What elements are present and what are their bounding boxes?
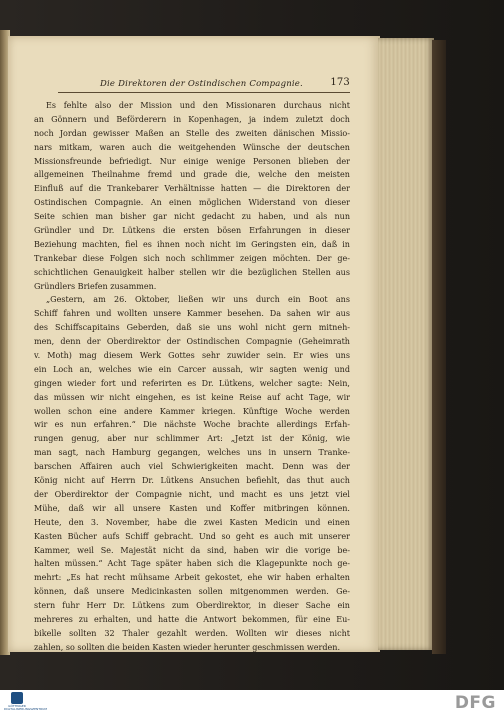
text-line: „Gestern, am 26. Oktober, ließen wir uns durch ein Boot ans — [46, 295, 350, 305]
text-line: Gründler und Dr. Lütkens die ersten bösen Erfahrungen in dieser — [34, 226, 350, 236]
book-cover-edge — [432, 40, 446, 654]
page-stack-edges — [378, 38, 434, 650]
text-line: Es fehlte also der Mission und den Missionaren durchaus nicht — [46, 101, 350, 110]
text-line: des Schiffscapitains Geberden, daß sie uns wohl nicht gern mitneh- — [34, 323, 350, 333]
text-line: men, denn der Oberdirektor der Ostindischen Compagnie (Geheimrath — [34, 337, 350, 347]
text-line: v. Moth) mag diesem Werk Gottes sehr zuwider sein. Er wies uns — [34, 351, 350, 361]
text-line: mehrt: „Es hat recht mühsame Arbeit gekostet, ehe wir haben erhalten — [34, 573, 350, 583]
text-line: zahlen, so sollten die beiden Kasten wieder herunter geschmissen werden. — [34, 642, 341, 652]
text-line: können, daß unsere Medicinkasten sollen mitgenommen werden. Ge- — [34, 587, 350, 597]
text-line: Ostindischen Compagnie. An einen möglichen Widerstand von dieser — [34, 198, 350, 208]
text-line: halten müssen.“ Acht Tage später haben sich die Klagepunkte noch ge- — [34, 559, 350, 569]
text-line: mehreres zu erhalten, und hatte die Antwort bekommen, für eine Eu- — [34, 614, 350, 624]
text-line: Schiff fahren und wollten unsere Kammer besehen. Da sahen wir aus — [34, 309, 350, 319]
text-line: Trankebar diese Folgen sich noch schlimmer zeigen möchten. Der ge- — [34, 253, 350, 263]
text-line: Seite schien man bisher gar nicht gedacht zu haben, und als nun — [34, 212, 350, 222]
text-line: allgemeinen Theilnahme fremd und grade die, welche den meisten — [34, 170, 350, 180]
text-line: Beziehung machten, fiel es ihnen noch nicht im Geringsten ein, daß in — [34, 239, 350, 249]
text-line: wollen schon eine andere Kammer kriegen. Künftige Woche werden — [34, 406, 350, 416]
footer-bar — [0, 690, 504, 716]
gdz-logo — [4, 692, 47, 714]
text-line: Mühe, daß wir all unsere Kasten und Koffer mitbringen können. — [34, 503, 350, 513]
text-line: barschen Affairen auch viel Schwierigkeiten macht. Denn was der — [34, 462, 350, 472]
text-line: König nicht auf Herrn Dr. Lütkens Ansuchen befiehlt, das thut auch — [34, 476, 350, 486]
text-line: Kasten Bücher aufs Schiff gebracht. Und so geht es auch mit unserer — [34, 531, 350, 541]
text-line: ein Loch an, welches wie ein Carcer aussah, wir sagten wenig und — [34, 364, 350, 374]
text-line: schichtlichen Genauigkeit halber stellen wir die bezüglichen Stellen aus — [34, 267, 350, 277]
body-text — [34, 99, 350, 655]
text-line: der Oberdirektor der Compagnie nicht, und macht es uns jetzt viel — [34, 489, 350, 499]
text-line: nars mitkam, waren auch die weitgehenden Wünsche der deutschen — [34, 142, 350, 152]
text-line: Einfluß auf die Trankebarer Verhältnisse hatten — die Direktoren der — [34, 184, 350, 194]
text-line: man sagt, nach Hamburg gegangen, welches uns in unsern Tranke- — [34, 448, 350, 458]
text-line: das müssen wir nicht eingehen, es ist keine Reise auf acht Tage, wir — [34, 392, 350, 402]
text-line: stern fuhr Herr Dr. Lütkens zum Oberdirektor, in dieser Sache ein — [34, 601, 350, 611]
gdz-logo-mark — [11, 692, 23, 704]
dfg-logo: DFG — [454, 693, 496, 713]
page-header — [58, 78, 350, 92]
text-line: rungen genug, aber nur schlimmer Art: „Jetzt ist der König, wie — [34, 434, 350, 444]
text-line: Kammer, weil Se. Majestät nicht da sind, haben wir die vorige be- — [34, 545, 350, 555]
text-line: Missionsfreunde befriedigt. Nur einige wenige Personen blieben der — [34, 156, 350, 166]
text-line: an Gönnern und Beförderern in Kopenhagen, ja indem zuletzt doch — [34, 114, 350, 124]
text-line: wir es nun erfahren.“ Die nächste Woche brachte allerdings Erfah- — [34, 420, 350, 430]
header-rule — [58, 92, 350, 93]
page-number: 173 — [330, 77, 350, 88]
gdz-logo-caption: GÖTTINGER DIGITALISIERUNGSZENTRUM — [4, 704, 47, 712]
text-line: noch Jordan gewisser Maßen an Stelle des zweiten dänischen Missio- — [34, 128, 350, 138]
text-line: bikelle sollten 32 Thaler gezahlt werden. Wollten wir dieses nicht — [34, 628, 350, 638]
text-line: Heute, den 3. November, habe die zwei Kasten Medicin und einen — [34, 517, 350, 527]
text-line: Gründlers Briefen zusammen. — [34, 281, 157, 291]
running-title: Die Direktoren der Ostindischen Compagnie. — [100, 79, 303, 89]
text-line: gingen wieder fort und referirten es Dr. Lütkens, welcher sagte: Nein, — [34, 378, 350, 388]
